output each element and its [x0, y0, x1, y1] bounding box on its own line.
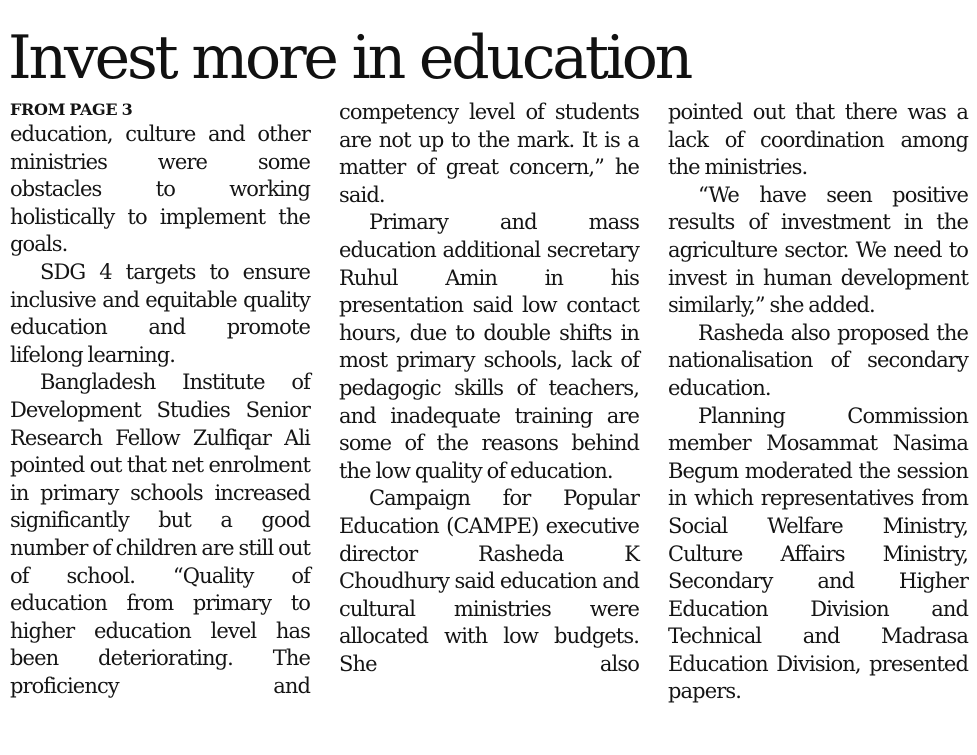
paragraph: education, culture and other ministries were some obstacles to working holistically to implement the goals.: [10, 122, 310, 257]
paragraph: Campaign for Popular Education (CAMPE) executive director Rasheda K Choudhury said education and cultural ministries were allocated with low budgets. She also: [339, 486, 639, 676]
paragraph: pointed out that there was a lack of coordination among the ministries.: [668, 100, 968, 180]
paragraph: “We have seen positive results of investment in the agriculture sector. We need to invest in human development similarly,” she added.: [668, 182, 968, 318]
paragraph: Rasheda also proposed the nationalisation of secondary education.: [668, 320, 968, 400]
article-column-1: [10, 99, 310, 700]
continuation-kicker: FROM PAGE 3: [10, 100, 133, 119]
article-column-2: [339, 99, 639, 678]
headline: Invest more in education: [8, 23, 691, 93]
paragraph: Planning Commission member Mosammat Nasima Begum moderated the session in which representatives from Social Welfare Ministry, Culture Affairs Ministry, Secondary and Higher Education Division and Technical and Madrasa Education Division, presented papers.: [668, 403, 968, 704]
paragraph: Primary and mass education additional secretary Ruhul Amin in his presentation said low contact hours, due to double shifts in most primary schools, lack of pedagogic skills of teachers, and inadequate training are some of the reasons behind the low quality of education.: [339, 210, 639, 483]
article-column-3: [668, 99, 968, 706]
paragraph: competency level of students are not up to the mark. It is a matter of great concern,” he said.: [339, 100, 639, 207]
article-body: [10, 99, 968, 749]
paragraph: Bangladesh Institute of Development Studies Senior Research Fellow Zulfiqar Ali pointed out that net enrolment in primary schools increased significantly but a good number of children are still out of school. “Quality of education from primary to higher education level has been deteriorating. The proficiency and: [10, 370, 310, 698]
paragraph: SDG 4 targets to ensure inclusive and equitable quality education and promote lifelong learning.: [10, 259, 310, 367]
